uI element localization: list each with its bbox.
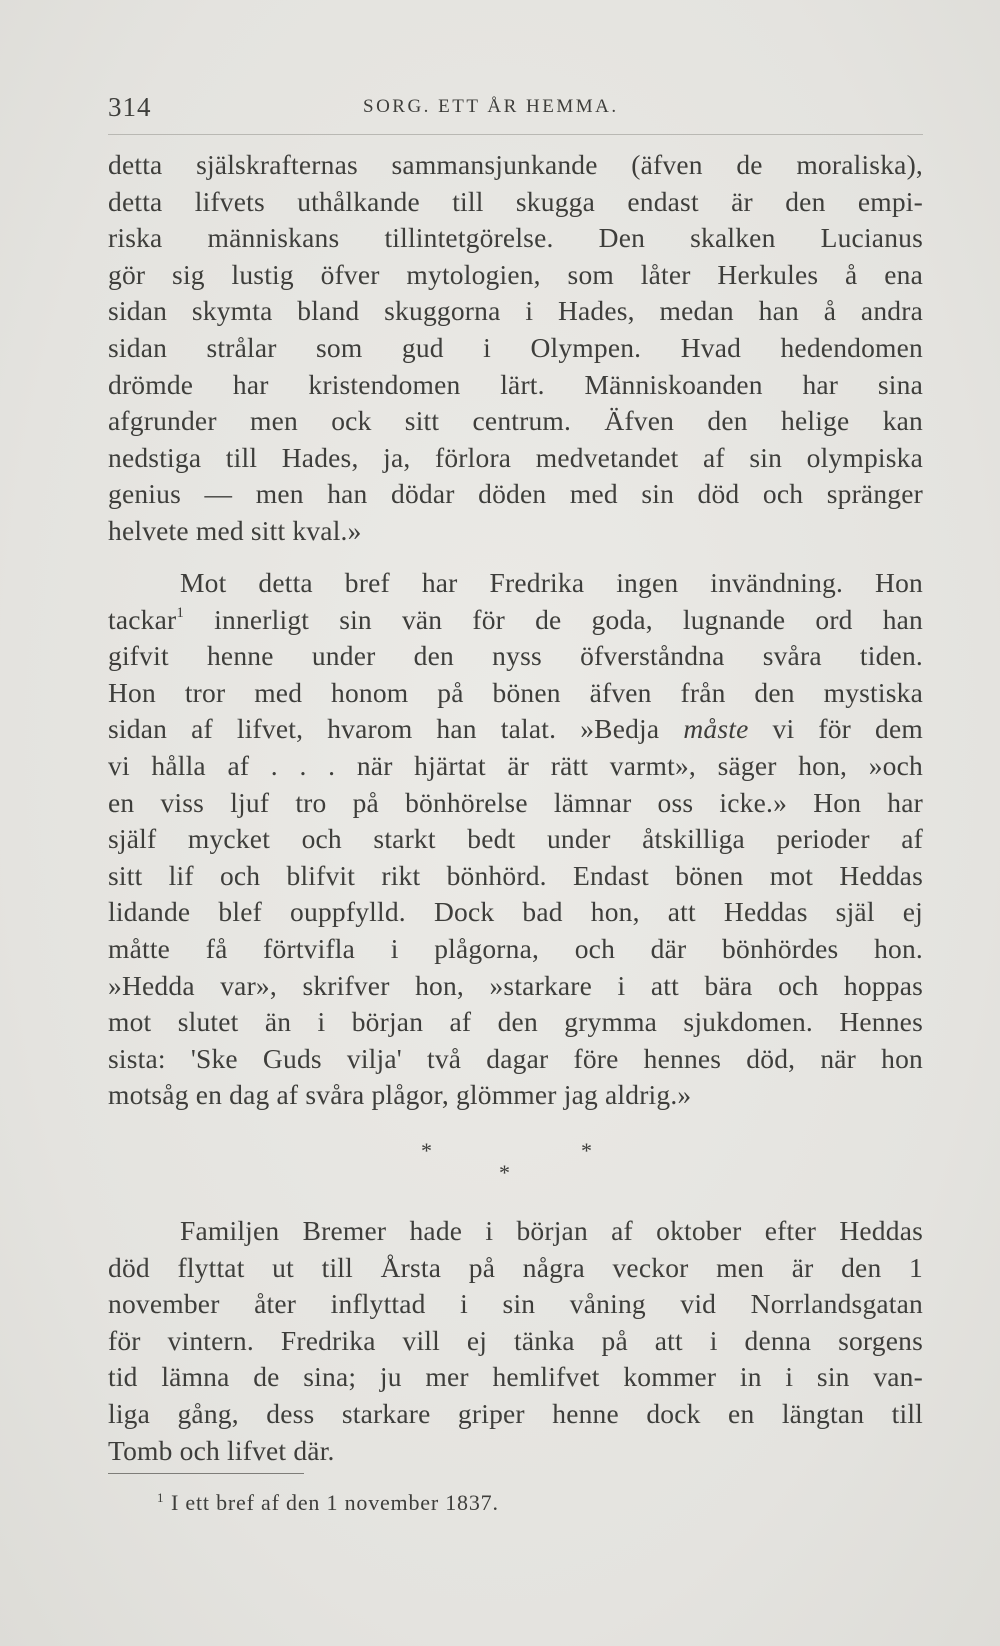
text-line: riska människans tillintetgörelse. Den skalken Lucianus [108, 222, 923, 254]
header-rule [108, 134, 923, 135]
text-line: motsåg en dag af svåra plågor, glömmer jag aldrig.» [108, 1079, 692, 1111]
text-line: gör sig lustig öfver mytologien, som låter Herkules å ena [108, 258, 923, 290]
text-line: Mot detta bref har Fredrika ingen invändning. Hon [180, 567, 923, 598]
text-line: död flyttat ut till Årsta på några veckor men är den 1 [108, 1251, 923, 1283]
paragraph-2 [108, 565, 923, 1114]
paragraph-1 [108, 147, 923, 550]
text-line: sitt lif och blifvit rikt bönhörd. Endast bönen mot Heddas [108, 859, 923, 891]
page-header [108, 92, 923, 122]
text-line [108, 711, 923, 748]
text-line [108, 602, 923, 639]
paragraph-3 [108, 1213, 923, 1469]
text-line: Hon tror med honom på bönen äfven från den mystiska [108, 676, 923, 708]
text-line: mot slutet än i början af den grymma sjukdomen. Hennes [108, 1006, 923, 1038]
text-line: Familjen Bremer hade i början af oktober efter Heddas [180, 1215, 923, 1246]
text-line: för vintern. Fredrika vill ej tänka på att i denna sorgens [108, 1324, 923, 1356]
text-line: drömde har kristendomen lärt. Människoanden har sina [108, 368, 923, 400]
text-span: vi för dem [748, 713, 923, 745]
text-line: måtte få förtvifla i plågorna, och där bönhördes hon. [108, 932, 923, 964]
asterisk: * [499, 1160, 510, 1185]
text-line: sidan skymta bland skuggorna i Hades, medan han å andra [108, 295, 923, 327]
text-line: november åter inflyttad i sin våning vid Norrlandsgatan [108, 1288, 923, 1320]
text-span: tackar [108, 603, 177, 635]
text-line: en viss ljuf tro på bönhörelse lämnar oss icke.» Hon har [108, 786, 923, 818]
text-line: helvete med sitt kval.» [108, 514, 362, 546]
text-line: Tomb och lifvet där. [108, 1434, 335, 1466]
text-line: själf mycket och starkt bedt under åtskilliga perioder af [108, 823, 923, 855]
footnote-rule [108, 1473, 304, 1474]
footnote-text: I ett bref af den 1 november 1837. [171, 1490, 499, 1515]
text-line: liga gång, dess starkare griper henne dock en längtan till [108, 1397, 923, 1429]
text-line: vi hålla af . . . när hjärtat är rätt varmt», säger hon, »och [108, 749, 923, 781]
text-line: sidan strålar som gud i Olympen. Hvad hedendomen [108, 331, 923, 363]
footnote-reference: 1 [176, 604, 185, 621]
footnote-mark: 1 [157, 1490, 164, 1505]
italic-emphasis: måste [683, 713, 749, 745]
text-line: genius — men han dödar döden med sin död och spränger [108, 478, 923, 510]
asterisk: * [421, 1138, 432, 1163]
asterisk: * [581, 1138, 592, 1163]
text-line: sista: 'Ske Guds vilja' två dagar före hennes död, när hon [108, 1042, 923, 1074]
text-line: tid lämna de sina; ju mer hemlifvet kommer in i sin van- [108, 1361, 923, 1393]
text-line: afgrunder men ock sitt centrum. Äfven den helige kan [108, 405, 923, 437]
running-head: SORG. ETT ÅR HEMMA. [363, 96, 619, 117]
section-separator [108, 1138, 923, 1198]
text-line: gifvit henne under den nyss öfverståndna svåra tiden. [108, 640, 923, 672]
text-line: nedstiga till Hades, ja, förlora medvetandet af sin olympiska [108, 441, 923, 473]
text-line: detta själskrafternas sammansjunkande (äfven de moraliska), [108, 149, 923, 180]
text-line: detta lifvets uthålkande till skugga endast är den empi- [108, 185, 923, 217]
text-span: innerligt sin vän för de goda, lugnande ord han [184, 603, 923, 635]
text-line: lidande blef ouppfylld. Dock bad hon, att Heddas själ ej [108, 896, 923, 928]
text-line: »Hedda var», skrifver hon, »starkare i att bära och hoppas [108, 969, 923, 1001]
page-number: 314 [108, 92, 152, 122]
text-span: sidan af lifvet, hvarom han talat. »Bedja [108, 713, 684, 745]
